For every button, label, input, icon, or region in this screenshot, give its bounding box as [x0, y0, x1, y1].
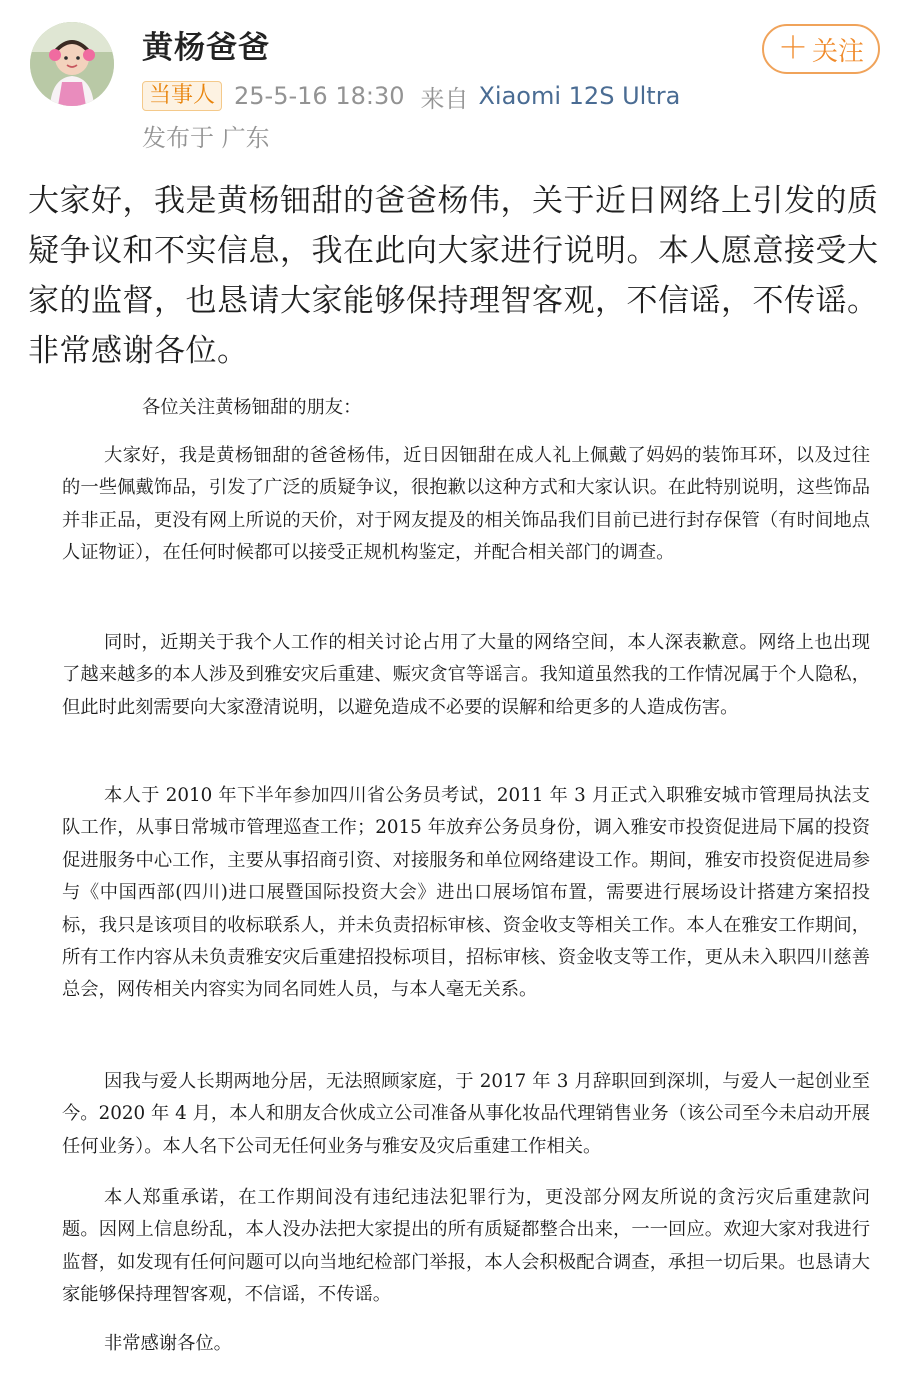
plus-icon: ＋: [777, 31, 808, 66]
post-location: 发布于 广东: [142, 124, 270, 152]
avatar[interactable]: [30, 22, 114, 106]
letter-paragraph: 因我与爱人长期两地分居，无法照顾家庭，于 2017 年 3 月辞职回到深圳，与爱人一起创业至今。2020 年 4 月，本人和朋友合伙成立公司准备从事化妆品代理销售业务（该公司至今未启动开展任何业务）。本人名下公司无任何业务与雅安及灾后重建工作相关。: [62, 1071, 870, 1157]
statement-image[interactable]: [24, 390, 884, 1380]
post-meta: [142, 79, 680, 113]
status-badge: 当事人: [142, 81, 222, 111]
follow-label: 关注: [811, 36, 864, 67]
post-timestamp: 25-5-16 18:30: [234, 82, 405, 110]
letter-paragraph: 同时，近期关于我个人工作的相关讨论占用了大量的网络空间，本人深表歉意。网络上也出现了越来越多的本人涉及到雅安灾后重建、赈灾贪官等谣言。我知道虽然我的工作情况属于个人隐私，但此时此刻需要向大家澄清说明，以避免造成不必要的误解和给更多的人造成伤害。: [62, 632, 870, 718]
post-text: 大家好，我是黄杨钿甜的爸爸杨伟，关于近日网络上引发的质疑争议和不实信息，我在此向大家进行说明。本人愿意接受大家的监督，也恳请大家能够保持理智客观，不信谣，不传谣。非常感谢各位。: [28, 183, 879, 369]
letter-paragraph: 本人于 2010 年下半年参加四川省公务员考试，2011 年 3 月正式入职雅安城市管理局执法支队工作，从事日常城市管理巡查工作；2015 年放弃公务员身份，调入雅安市投资促进局下属的投资促进服务中心工作，主要从事招商引资、对接服务和单位网络建设工作。期间，雅安市投资促进局参与《中国西部(四川)进口展暨国际投资大会》进出口展场馆布置，需要进行展场设计搭建方案招投标，我只是该项目的收标联系人，并未负责招标审核、资金收支等相关工作。本人在雅安工作期间，所有工作内容从未负责雅安灾后重建招投标项目，招标审核、资金收支等工作，更从未入职四川慈善总会，网传相关内容实为同名同姓人员，与本人毫无关系。: [62, 785, 870, 1001]
device-link[interactable]: Xiaomi 12S Ultra: [478, 82, 681, 110]
follow-button[interactable]: [762, 24, 880, 74]
source-prefix: 来自: [420, 84, 469, 113]
letter-closing: 非常感谢各位。: [104, 1333, 232, 1354]
letter-paragraph: 本人郑重承诺，在工作期间没有违纪违法犯罪行为，更没部分网友所说的贪污灾后重建款问题。因网上信息纷乱，本人没办法把大家提出的所有质疑都整合出来，一一回应。欢迎大家对我进行监督，如发现有任何问题可以向当地纪检部门举报，本人会积极配合调查，承担一切后果。也恳请大家能够保持理智客观，不信谣，不传谣。: [62, 1187, 870, 1306]
letter-paragraph: 大家好，我是黄杨钿甜的爸爸杨伟，近日因钿甜在成人礼上佩戴了妈妈的装饰耳环，以及过往的一些佩戴饰品，引发了广泛的质疑争议，很抱歉以这种方式和大家认识。在此特别说明，这些饰品并非正品，更没有网上所说的天价，对于网友提及的相关饰品我们目前已进行封存保管（有时间地点人证物证），在任何时候都可以接受正规机构鉴定，并配合相关部门的调查。: [62, 445, 870, 564]
username[interactable]: 黄杨爸爸: [142, 30, 270, 66]
post-header: [0, 0, 906, 160]
letter-greeting: 各位关注黄杨钿甜的朋友：: [142, 397, 362, 418]
avatar-photo-icon: [30, 22, 114, 106]
